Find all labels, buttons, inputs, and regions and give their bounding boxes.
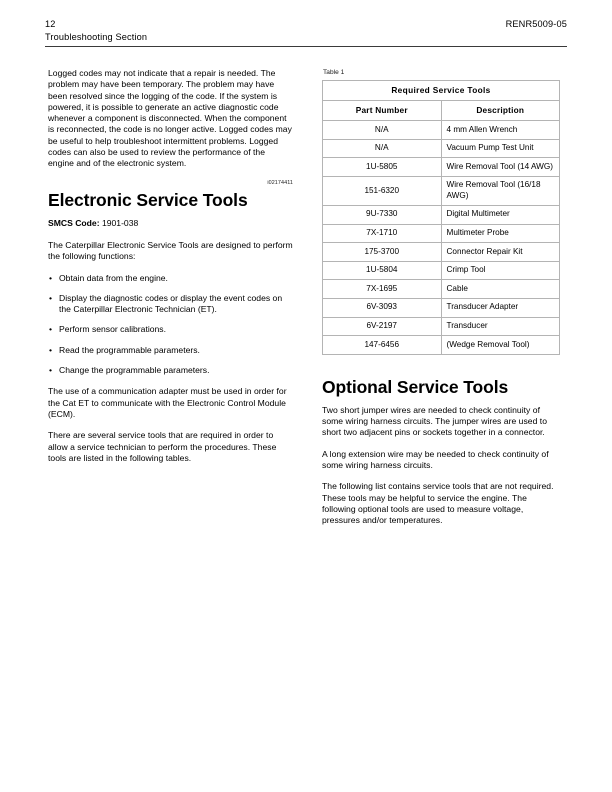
column-header-part-number: Part Number [323,101,442,121]
cell-description: Transducer Adapter [441,298,560,317]
cell-part-number: 6V-3093 [323,298,442,317]
intro-paragraph: Logged codes may not indicate that a repair is needed. The problem may have been temporary. The problem may have been resolved since the logging of the code. If the system is powered, it is possible to generate an active diagnostic code whenever a component is disconnected. When the component is reconnected, the code is no longer active. Logged codes may be useful to help troubleshoot intermittent problems. Logged codes can also be used to review the performance of the engine and of the electronic system. [48,68,292,169]
table-row [323,224,560,243]
required-service-tools-table [322,80,560,355]
table-row [323,280,560,299]
bullet-icon: • [49,272,53,283]
cell-description: 4 mm Allen Wrench [441,121,560,140]
header-page-number: 12 [45,19,56,29]
table-row [323,121,560,140]
table-row [323,158,560,177]
optional-paragraph-2: A long extension wire may be needed to check continuity of some wiring harness circuits. [322,448,549,470]
list-item [48,273,293,284]
cell-description: Wire Removal Tool (14 AWG) [441,158,560,177]
cell-part-number: 147-6456 [323,336,442,355]
header-section-row [45,31,567,44]
header-row [45,18,567,31]
optional-service-tools-title: Optional Service Tools [322,376,509,397]
cell-description: Crimp Tool [441,261,560,280]
smcs-label: SMCS Code: [48,217,100,228]
page-header [45,18,567,47]
cell-part-number: 9U-7330 [323,205,442,224]
list-item [48,345,293,356]
page-title: Electronic Service Tools [48,189,248,210]
cell-description: Digital Multimeter [441,205,560,224]
table-row [323,298,560,317]
cell-part-number: 7X-1710 [323,224,442,243]
cell-part-number: 7X-1695 [323,280,442,299]
table-row [323,205,560,224]
functions-bullet-list [48,273,293,377]
list-item-label: Display the diagnostic codes or display the event codes on the Caterpillar Electronic Technician (ET). [59,292,283,315]
bullet-icon: • [49,292,53,303]
cell-description: Wire Removal Tool (16/18 AWG) [441,176,560,205]
table-title-row [323,81,560,101]
list-item-label: Change the programmable parameters. [59,365,210,376]
table-row [323,261,560,280]
smcs-value: 1901-038 [101,217,139,228]
bullet-icon: • [49,344,53,355]
table-title: Required Service Tools [323,81,560,101]
illustration-id: i02174411 [267,179,293,186]
table-row [323,176,560,205]
table-header-row [323,101,560,121]
cell-description: Cable [441,280,560,299]
cell-part-number: 175-3700 [323,243,442,262]
smcs-code-line [48,218,293,229]
cell-description: Vacuum Pump Test Unit [441,139,560,158]
adapter-paragraph: The use of a communication adapter must be used in order for the Cat ET to communicate with the Electronic Control Module (ECM). [48,386,287,419]
bullet-icon: • [49,324,53,335]
cell-part-number: 151-6320 [323,176,442,205]
cell-part-number: N/A [323,139,442,158]
cell-description: Multimeter Probe [441,224,560,243]
cell-part-number: 1U-5804 [323,261,442,280]
header-section-name: Troubleshooting Section [45,32,148,42]
bullet-icon: • [49,365,53,376]
column-header-description: Description [441,101,560,121]
header-document-id: RENR5009-05 [505,19,567,29]
header-divider [45,46,567,47]
left-column [48,68,293,474]
cell-description: (Wedge Removal Tool) [441,336,560,355]
cell-part-number: N/A [323,121,442,140]
right-column [322,68,562,536]
cell-part-number: 6V-2197 [323,317,442,336]
list-item [48,365,293,376]
service-tools-paragraph: There are several service tools that are required in order to allow a service technician to perform the procedures. These tools are listed in the following tables. [48,430,277,463]
list-item-label: Perform sensor calibrations. [59,324,166,335]
table-row [323,336,560,355]
cell-description: Connector Repair Kit [441,243,560,262]
optional-paragraph-1: Two short jumper wires are needed to check continuity of some wiring harness circuits. The jumper wires are used to short two adjacent pins or sockets together in a connector. [322,404,548,438]
list-item-label: Obtain data from the engine. [59,272,168,283]
list-item [48,324,293,335]
table-row [323,243,560,262]
table-body [323,81,560,355]
cell-part-number: 1U-5805 [323,158,442,177]
list-item-label: Read the programmable parameters. [59,344,200,355]
functions-intro-paragraph: The Caterpillar Electronic Service Tools are designed to perform the following functions: [48,239,293,262]
table-row [323,139,560,158]
cell-description: Transducer [441,317,560,336]
optional-paragraph-3: The following list contains service tools that are not required. These tools may be helpful to service the engine. The following optional tools are used to measure voltage, pressures and/or temperatures. [322,481,554,526]
table-caption: Table 1 [323,69,345,76]
table-row [323,317,560,336]
list-item [48,293,293,316]
